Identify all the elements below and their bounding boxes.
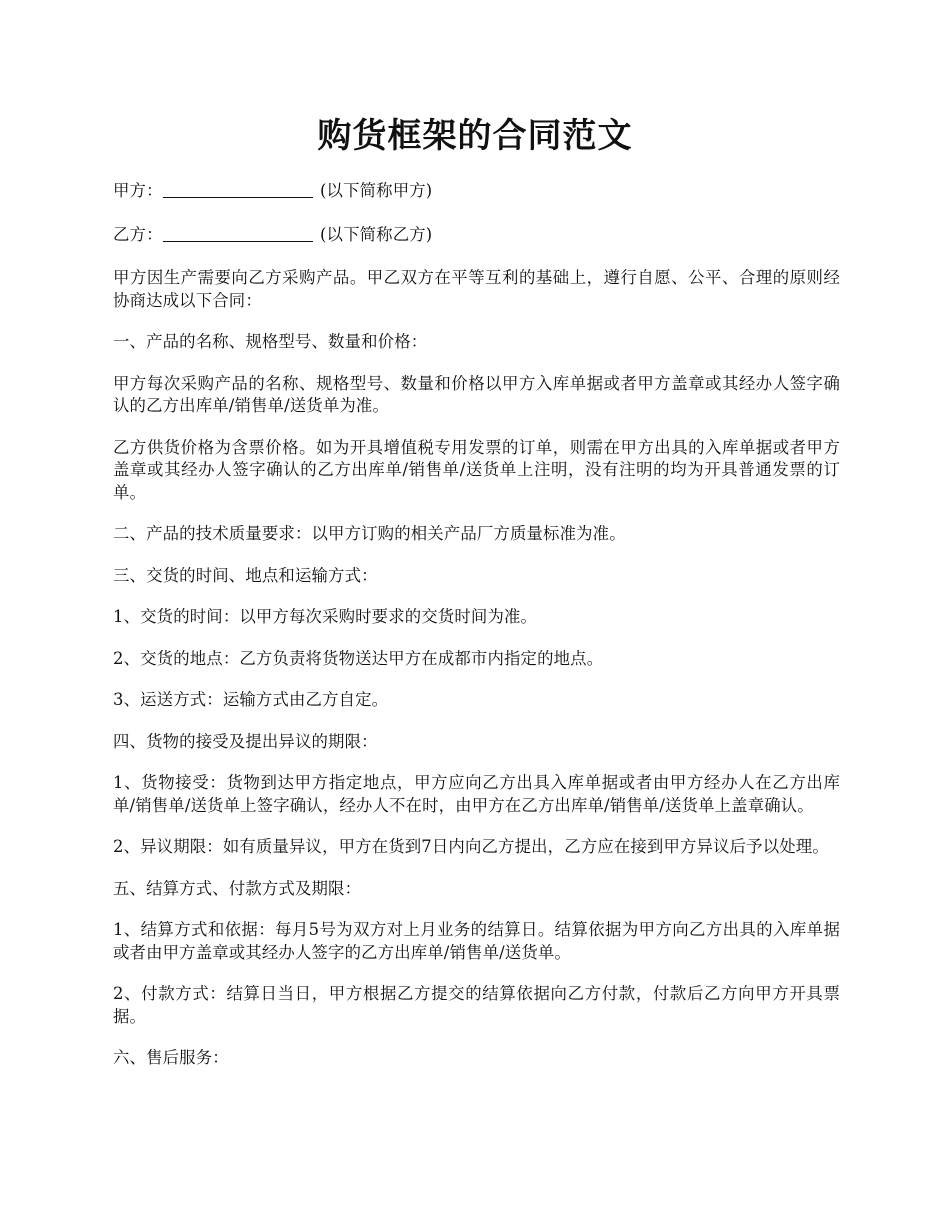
document-title: 购货框架的合同范文: [317, 116, 633, 156]
section-heading-4: 四、货物的接受及提出异议的期限：: [113, 731, 378, 751]
section-heading-1: 一、产品的名称、规格型号、数量和价格：: [113, 332, 428, 351]
party-a-blank: [163, 181, 313, 198]
section-heading-5: 五、结算方式、付款方式及期限：: [113, 878, 362, 898]
paragraph: 2、异议期限：如有质量异议，甲方在货到7日内向乙方提出，乙方应在接到甲方异议后予以处理。: [113, 837, 829, 856]
paragraph: 甲方每次采购产品的名称、规格型号、数量和价格以甲方入库单据或者甲方盖章或其经办人签字确认的乙方出库单/销售单/送货单为准。: [113, 373, 840, 415]
party-a-suffix: (以下简称甲方): [314, 181, 433, 200]
party-a-label: 甲方：: [113, 181, 163, 200]
paragraph: 1、交货的时间：以甲方每次采购时要求的交货时间为准。: [113, 607, 538, 626]
section-heading-2: 二、产品的技术质量要求：以甲方订购的相关产品厂方质量标准为准。: [113, 524, 626, 543]
paragraph: 2、交货的地点：乙方负责将货物送达甲方在成都市内指定的地点。: [113, 648, 604, 668]
paragraph: 乙方供货价格为含票价格。如为开具增值税专用发票的订单，则需在甲方出具的入库单据或者甲方盖章或其经办人签字确认的乙方出库单/销售单/送货单上注明，没有注明的均为开具普通发票的订单。: [113, 437, 840, 502]
paragraph: 1、结算方式和依据：每月5号为双方对上月业务的结算日。结算依据为甲方向乙方出具的入库单据或者由甲方盖章或其经办人签字的乙方出库单/销售单/送货单。: [113, 920, 840, 962]
paragraph: 2、付款方式：结算日当日，甲方根据乙方提交的结算依据向乙方付款，付款后乙方向甲方开具票据。: [113, 984, 840, 1026]
party-b-label: 乙方：: [113, 224, 163, 244]
section-heading-3: 三、交货的时间、地点和运输方式：: [113, 565, 378, 585]
party-b-line: [113, 224, 840, 247]
party-a-line: [113, 180, 840, 203]
document-body: [113, 180, 840, 1089]
section-heading-6: 六、售后服务：: [113, 1048, 229, 1067]
paragraph: 1、货物接受：货物到达甲方指定地点，甲方应向乙方出具入库单据或者由甲方经办人在乙方出库单/销售单/送货单上签字确认，经办人不在时，由甲方在乙方出库单/销售单/送货单上盖章确认。: [113, 773, 840, 815]
party-b-suffix: (以下简称乙方): [314, 224, 433, 244]
party-b-blank: [163, 225, 313, 242]
paragraph: 3、运送方式：运输方式由乙方自定。: [113, 690, 389, 709]
paragraph-intro: 甲方因生产需要向乙方采购产品。甲乙双方在平等互利的基础上，遵行自愿、公平、合理的原则经协商达成以下合同：: [113, 268, 840, 310]
